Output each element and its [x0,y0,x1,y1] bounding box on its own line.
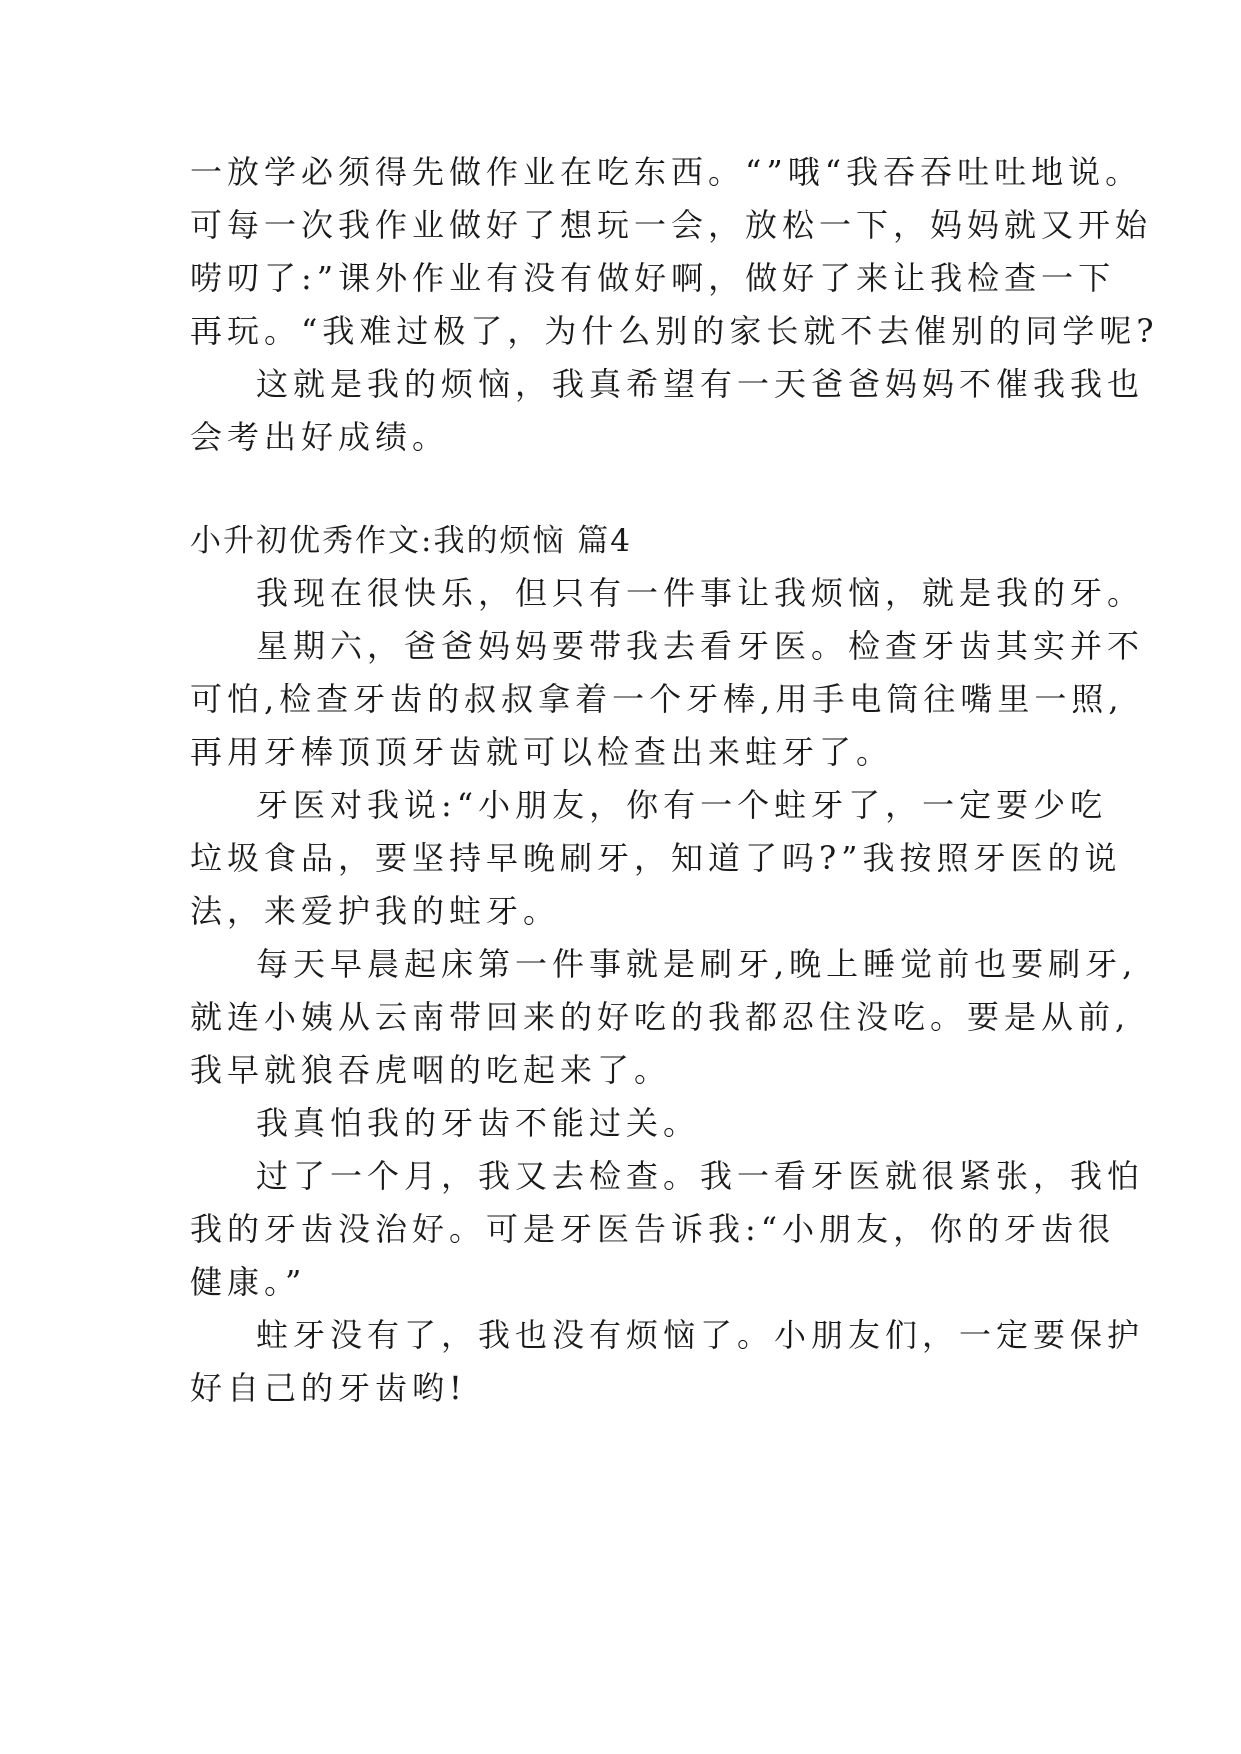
text-line: 再用牙棒顶顶牙齿就可以检查出来蛀牙了。 [190,733,894,771]
text-line: 唠叨了:”课外作业有没有做好啊，做好了来让我检查一下 [190,259,1116,297]
text-line: 会考出好成绩。 [190,418,450,456]
text-line: 星期六，爸爸妈妈要带我去看牙医。检查牙齿其实并不 [256,627,1145,665]
text-line: 可每一次我作业做好了想玩一会，放松一下，妈妈就又开始 [190,206,1153,244]
text-line: 就连小姨从云南带回来的好吃的我都忍住没吃。要是从前, [190,998,1131,1036]
text-line: 过了一个月，我又去检查。我一看牙医就很紧张，我怕 [256,1157,1145,1195]
text-line: 我真怕我的牙齿不能过关。 [256,1104,701,1142]
text-line: 我早就狼吞虎咽的吃起来了。 [190,1051,672,1089]
text-line: 蛀牙没有了，我也没有烦恼了。小朋友们，一定要保护 [256,1316,1145,1354]
text-line: 我现在很快乐，但只有一件事让我烦恼，就是我的牙。 [256,574,1145,612]
text-line: 可怕,检查牙齿的叔叔拿着一个牙棒,用手电筒往嘴里一照, [190,680,1124,718]
text-line: 一放学必须得先做作业在吃东西。“”哦“我吞吞吐吐地说。 [190,153,1143,191]
text-line: 牙医对我说:“小朋友，你有一个蛀牙了，一定要少吃 [256,786,1108,824]
text-line: 我的牙齿没治好。可是牙医告诉我:“小朋友，你的牙齿很 [190,1210,1116,1248]
text-line: 法，来爱护我的蛀牙。 [190,892,561,930]
text-line: 这就是我的烦恼，我真希望有一天爸爸妈妈不催我我也 [256,365,1145,403]
text-line: 好自己的牙齿哟! [190,1369,467,1407]
text-line: 每天早晨起床第一件事就是刷牙,晚上睡觉前也要刷牙, [256,945,1138,983]
text-line: 垃圾食品，要坚持早晚刷牙，知道了吗?”我按照牙医的说 [190,839,1122,877]
text-line: 健康。” [190,1263,307,1301]
text-line: 再玩。“我难过极了，为什么别的家长就不去催别的同学呢? [190,312,1159,350]
section-heading: 小升初优秀作文:我的烦恼 篇4 [190,523,633,559]
